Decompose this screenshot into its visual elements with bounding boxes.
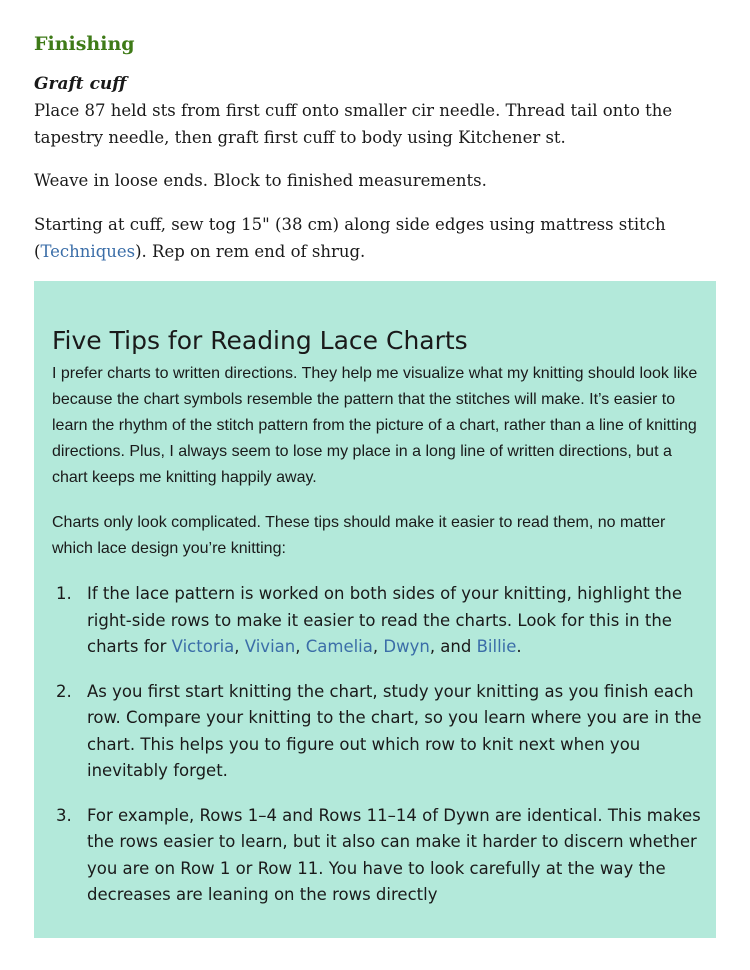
tips-lead-in-paragraph: Charts only look complicated. These tips should make it easier to read them, no matter which lace design you’re knitting: (52, 514, 666, 557)
tip-item (52, 679, 704, 785)
techniques-link[interactable]: Techniques (40, 242, 136, 261)
paragraph-graft-instructions: Place 87 held sts from first cuff onto smaller cir needle. Thread tail onto the tapestry needle, then graft first cuff to body using Kitchener st. (34, 101, 673, 147)
dwyn-link[interactable]: Dwyn (383, 637, 430, 656)
separator: , (372, 637, 384, 656)
vivian-link[interactable]: Vivian (244, 637, 296, 656)
tip-text: If the lace pattern is worked on both sides of your knitting, highlight the right-side rows to make it easier to read the charts. Look for this in the charts for (87, 584, 682, 656)
victoria-link[interactable]: Victoria (171, 637, 235, 656)
tips-list (52, 581, 704, 927)
tip-number: 3. (56, 805, 72, 825)
separator: , (234, 637, 245, 656)
paragraph-weave-ends: Weave in loose ends. Block to finished measurements. (34, 171, 487, 190)
tips-intro-paragraph: I prefer charts to written directions. They help me visualize what my knitting should look like because the chart symbols resemble the pattern that the stitches will make. It’s easier to learn the rhythm of the stitch pattern from the picture of a chart, rather than a line of knitting directions. Plus, I always seem to lose my place in a long line of written directions, but a chart keeps me knitting happily away. (52, 365, 698, 486)
tip-number: 2. (56, 681, 72, 701)
separator: , and (429, 637, 477, 656)
tip-text: For example, Rows 1–4 and Rows 11–14 of Dywn are identical. This makes the rows easier to learn, but it also can make it harder to discern whether you are on Row 1 or Row 11. You have to look carefully at the way the decreases are leaning on the rows directly (87, 805, 701, 904)
tip-text: As you first start knitting the chart, study your knitting as you finish each row. Compare your knitting to the chart, so you learn where you are in the chart. This helps you to figure out which row to knit next when you inevitably forget. (87, 681, 702, 780)
tip-number: 1. (56, 584, 72, 603)
subsection-title: Graft cuff (34, 74, 127, 94)
billie-link[interactable]: Billie (476, 637, 517, 656)
paragraph-seaming (34, 211, 724, 265)
tips-box-title: Five Tips for Reading Lace Charts (52, 326, 468, 355)
separator: , (295, 637, 306, 656)
tip-item (52, 803, 704, 909)
tips-sidebar-box (34, 281, 716, 938)
seaming-text-end: ). Rep on rem end of shrug. (135, 242, 366, 261)
separator: . (516, 637, 522, 656)
seaming-text-start: Starting at cuff, sew tog 15" (38 cm) along side edges using mattress stitch ( (34, 215, 666, 261)
tip-item (52, 581, 704, 661)
camelia-link[interactable]: Camelia (305, 637, 373, 656)
section-title: Finishing (34, 33, 135, 55)
